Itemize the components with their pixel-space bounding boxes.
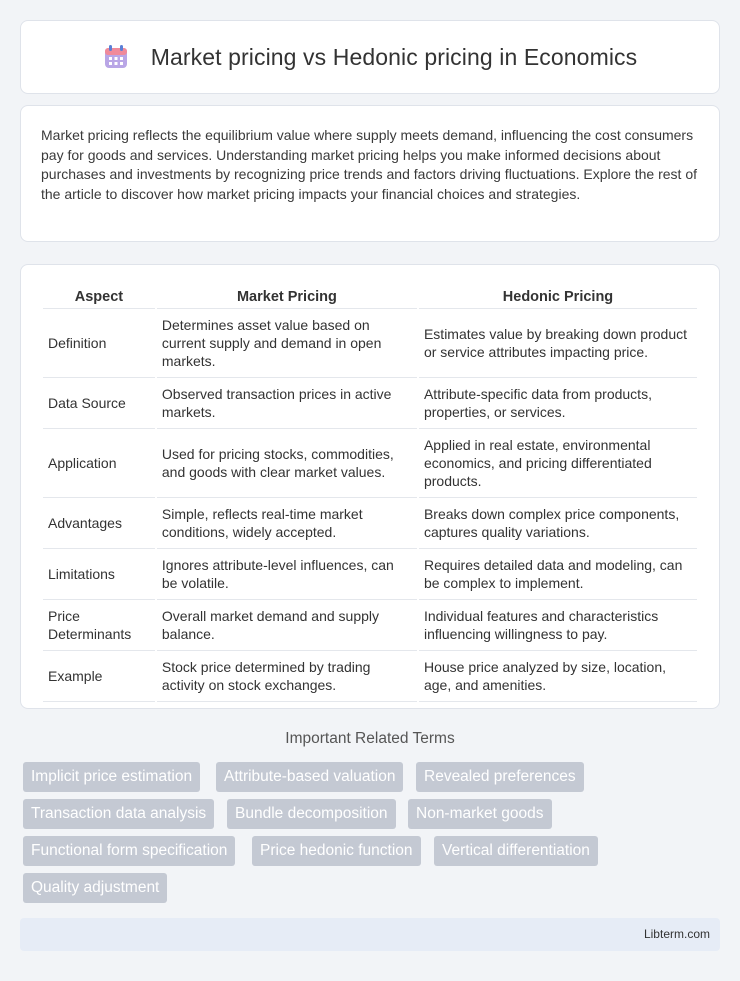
- tag-quality-adjustment[interactable]: Quality adjustment: [23, 873, 167, 903]
- row-hedonic: Applied in real estate, environmental economics, and pricing differentiated products.: [419, 429, 697, 498]
- row-aspect: Limitations: [43, 549, 155, 600]
- comparison-card: [20, 264, 720, 709]
- intro-card: [20, 105, 720, 242]
- table-row: [43, 549, 697, 600]
- tag-implicit-price-estimation[interactable]: Implicit price estimation: [23, 762, 200, 792]
- tag-revealed-preferences[interactable]: Revealed preferences: [416, 762, 584, 792]
- row-market: Observed transaction prices in active markets.: [157, 378, 417, 429]
- header-market-pricing: Market Pricing: [157, 287, 417, 309]
- table-row: [43, 600, 697, 651]
- row-aspect: Data Source: [43, 378, 155, 429]
- row-market: Simple, reflects real-time market conditions, widely accepted.: [157, 498, 417, 549]
- tag-transaction-data-analysis[interactable]: Transaction data analysis: [23, 799, 214, 829]
- tag-functional-form-specification[interactable]: Functional form specification: [23, 836, 235, 866]
- row-aspect: Example: [43, 651, 155, 702]
- footer-site-link[interactable]: Libterm.com: [643, 927, 710, 941]
- row-hedonic: House price analyzed by size, location, age, and amenities.: [419, 651, 697, 702]
- row-hedonic: Individual features and characteristics influencing willingness to pay.: [419, 600, 697, 651]
- row-aspect: Advantages: [43, 498, 155, 549]
- page-title: Market pricing vs Hedonic pricing in Economics: [150, 43, 638, 70]
- intro-text: Market pricing reflects the equilibrium value where supply meets demand, influencing the cost consumers pay for goods and services. Understanding market pricing helps you make informed decisions about purchases and investments by recognizing price trends and factors driving fluctuations. Explore the rest of the article to discover how market pricing impacts your financial choices and strategies.: [41, 127, 698, 202]
- row-market: Ignores attribute-level influences, can be volatile.: [157, 549, 417, 600]
- row-hedonic: Estimates value by breaking down product or service attributes impacting price.: [419, 309, 697, 378]
- header-hedonic-pricing: Hedonic Pricing: [419, 287, 697, 309]
- tag-attribute-based-valuation[interactable]: Attribute-based valuation: [216, 762, 403, 792]
- row-aspect: Definition: [43, 309, 155, 378]
- table-row: [43, 309, 697, 378]
- header-aspect: Aspect: [43, 287, 155, 309]
- comparison-table: [41, 287, 699, 702]
- row-market: Overall market demand and supply balance.: [157, 600, 417, 651]
- table-row: [43, 498, 697, 549]
- title-card: [20, 20, 720, 94]
- row-market: Used for pricing stocks, commodities, and goods with clear market values.: [157, 429, 417, 498]
- table-row: [43, 651, 697, 702]
- row-aspect: Application: [43, 429, 155, 498]
- related-terms-title: Important Related Terms: [285, 730, 455, 747]
- tag-bundle-decomposition[interactable]: Bundle decomposition: [227, 799, 396, 829]
- row-hedonic: Requires detailed data and modeling, can be complex to implement.: [419, 549, 697, 600]
- row-hedonic: Breaks down complex price components, captures quality variations.: [419, 498, 697, 549]
- table-row: [43, 429, 697, 498]
- tag-price-hedonic-function[interactable]: Price hedonic function: [252, 836, 421, 866]
- table-row: [43, 378, 697, 429]
- tag-non-market-goods[interactable]: Non-market goods: [408, 799, 552, 829]
- row-hedonic: Attribute-specific data from products, properties, or services.: [419, 378, 697, 429]
- tag-vertical-differentiation[interactable]: Vertical differentiation: [434, 836, 598, 866]
- calendar-icon: [103, 44, 129, 70]
- footer: [20, 918, 720, 951]
- row-market: Determines asset value based on current supply and demand in open markets.: [157, 309, 417, 378]
- row-aspect: Price Determinants: [43, 600, 155, 651]
- row-market: Stock price determined by trading activity on stock exchanges.: [157, 651, 417, 702]
- table-header-row: [43, 287, 697, 309]
